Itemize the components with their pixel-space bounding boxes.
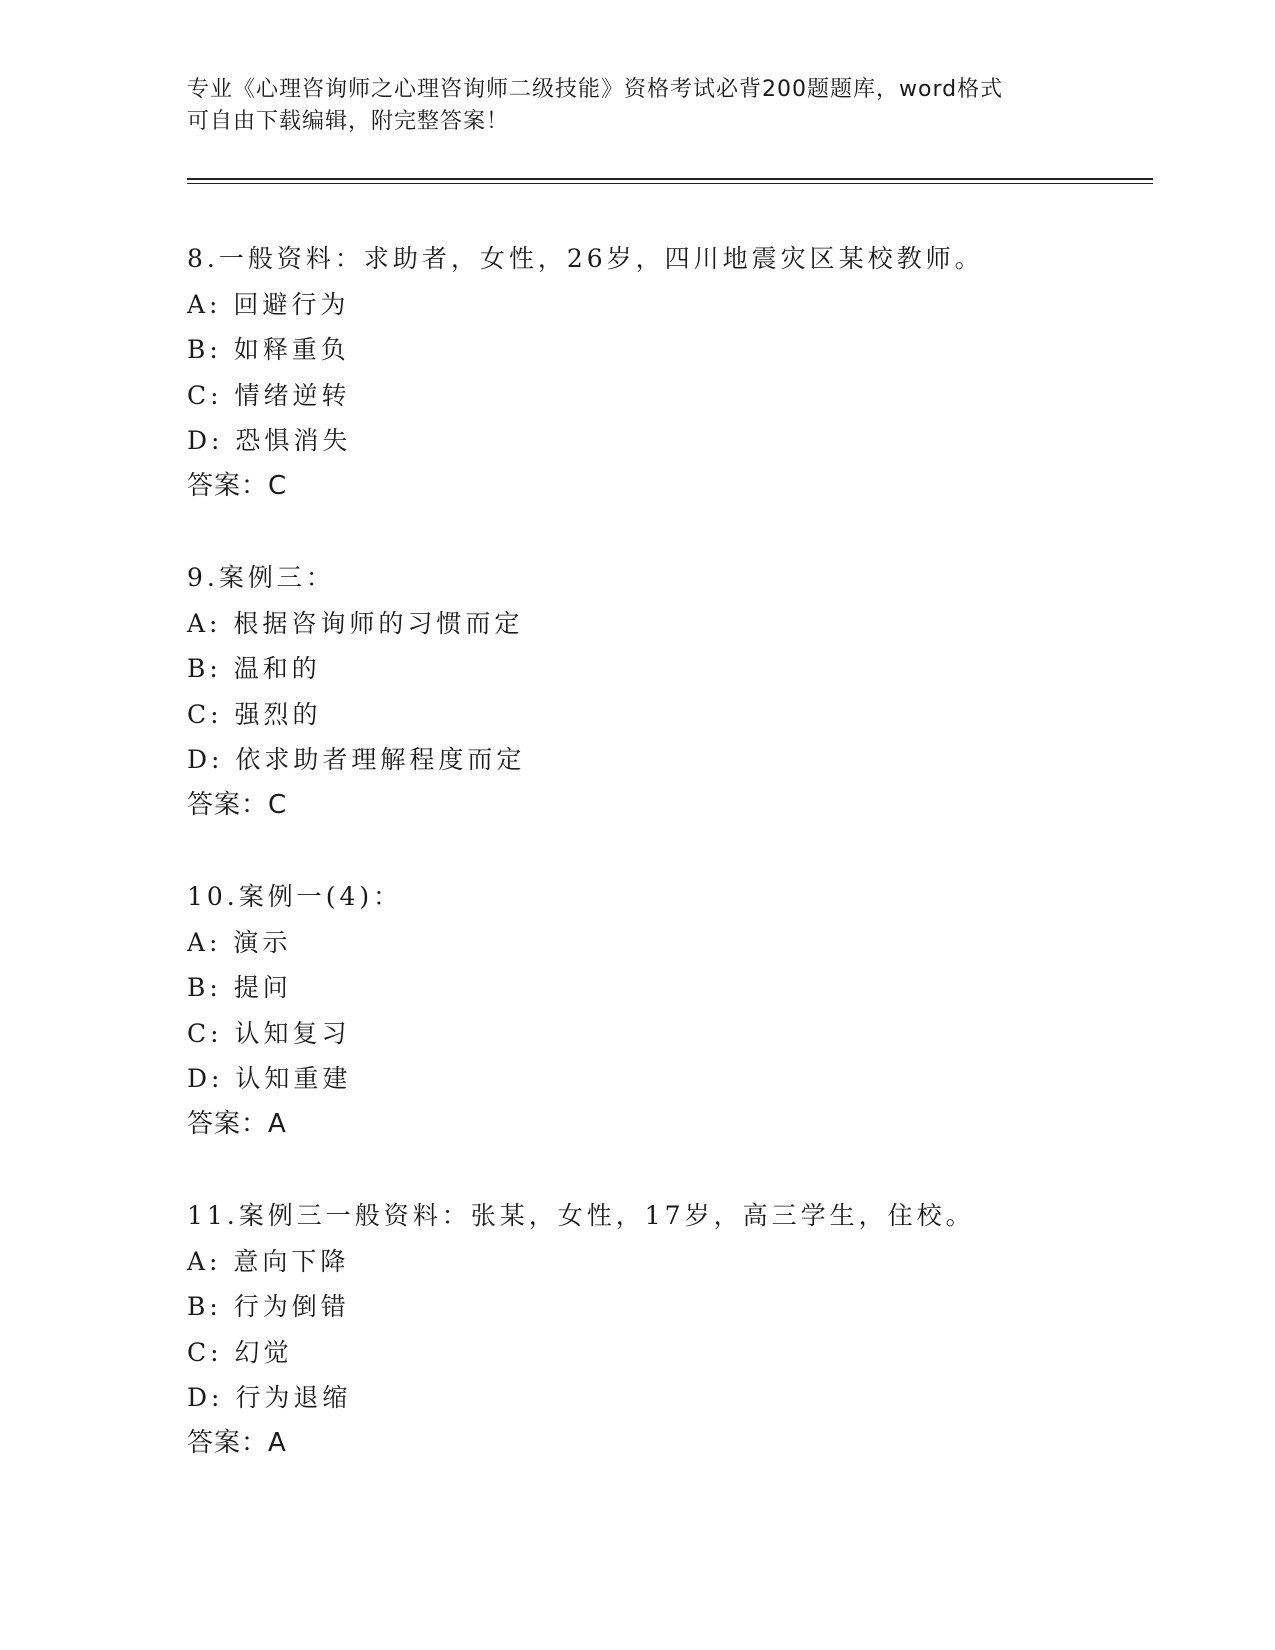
option-a: A: 演示 <box>187 927 292 957</box>
question-item <box>187 874 1147 1147</box>
answer-line: 答案：C <box>187 470 288 501</box>
option-b: B: 温和的 <box>187 654 321 683</box>
option-c: C: 幻觉 <box>187 1337 293 1367</box>
option-d: D: 依求助者理解程度而定 <box>187 745 526 774</box>
answer-line: 答案：A <box>187 1427 287 1458</box>
question-stem: 9.案例三： <box>187 563 335 592</box>
header-line-1: 专业《心理咨询师之心理咨询师二级技能》资格考试必背200题题库，word格式 <box>187 77 1004 102</box>
document-header <box>187 74 1087 138</box>
option-c: C: 强烈的 <box>187 699 322 729</box>
answer-line: 答案：C <box>187 789 288 820</box>
question-stem: 8.一般资料：求助者，女性，26岁，四川地震灾区某校教师。 <box>187 244 984 273</box>
option-b: B: 提问 <box>187 973 292 1002</box>
option-b: B: 行为倒错 <box>187 1292 350 1321</box>
header-divider-thin <box>187 183 1153 184</box>
option-c: C: 认知复习 <box>187 1018 351 1048</box>
option-b: B: 如释重负 <box>187 335 350 364</box>
question-list <box>187 236 1147 1512</box>
question-item <box>187 236 1147 509</box>
option-a: A: 意向下降 <box>187 1246 350 1276</box>
answer-line: 答案：A <box>187 1108 287 1139</box>
question-stem: 11.案例三一般资料：张某，女性，17岁，高三学生，住校。 <box>187 1201 975 1230</box>
header-line-2: 可自由下载编辑，附完整答案！ <box>187 109 510 134</box>
question-stem: 10.案例一(4)： <box>187 882 403 911</box>
option-a: A: 根据咨询师的习惯而定 <box>187 608 524 638</box>
option-d: D: 认知重建 <box>187 1064 352 1093</box>
option-d: D: 恐惧消失 <box>187 426 352 455</box>
question-item <box>187 1193 1147 1466</box>
header-divider-thick <box>187 178 1153 180</box>
question-item <box>187 555 1147 828</box>
option-d: D: 行为退缩 <box>187 1383 352 1412</box>
option-c: C: 情绪逆转 <box>187 380 351 410</box>
option-a: A: 回避行为 <box>187 289 350 319</box>
